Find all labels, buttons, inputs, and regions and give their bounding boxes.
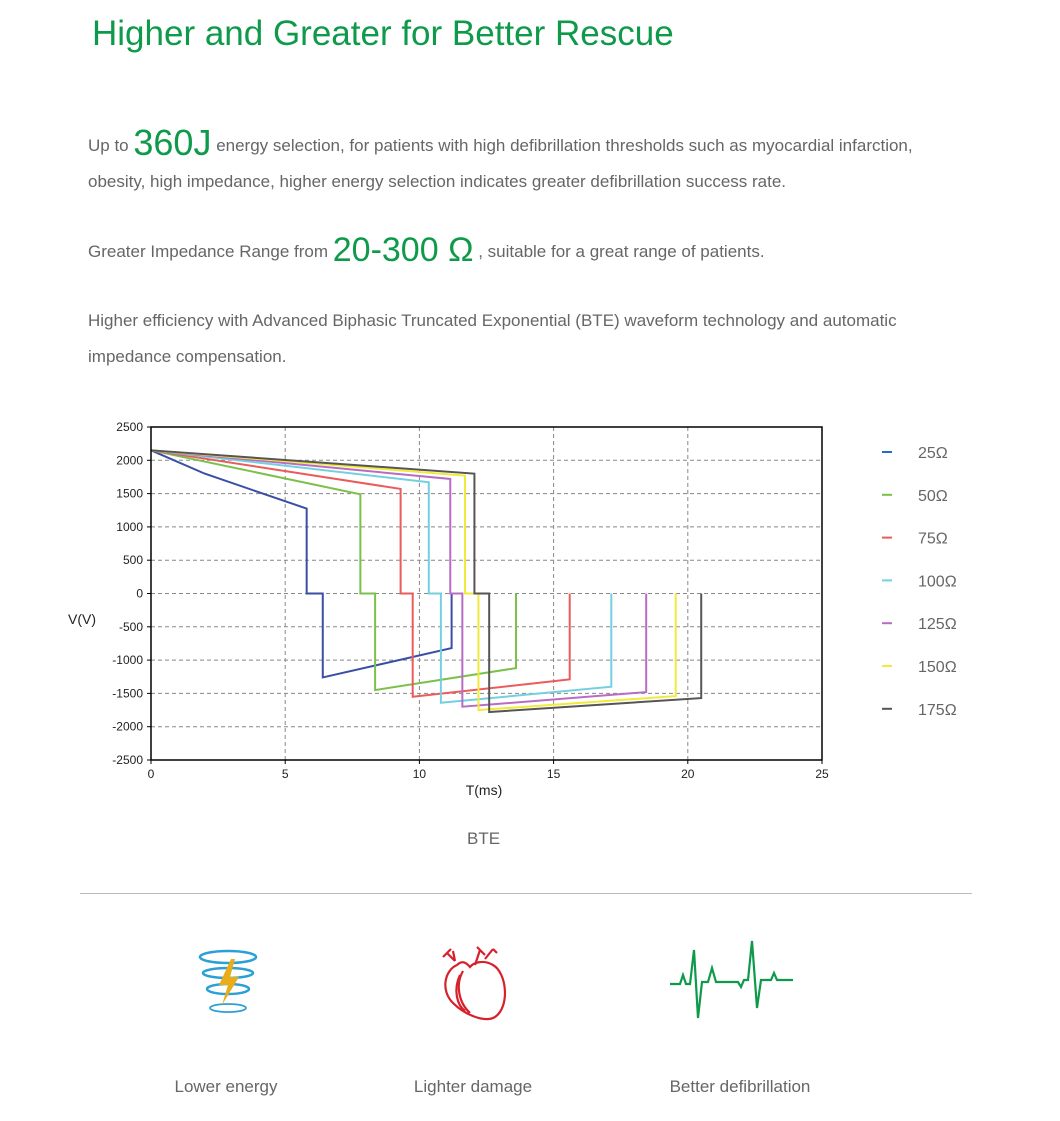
y-tick-label: -2000 — [112, 719, 143, 734]
ecg-icon — [668, 940, 798, 1025]
y-axis-label: V(V) — [68, 611, 96, 627]
bte-waveform-chart — [60, 415, 980, 815]
impedance-paragraph — [88, 232, 948, 270]
x-tick-label: 5 — [281, 767, 289, 781]
legend-label: 100Ω — [918, 573, 957, 591]
y-tick-label: -2500 — [112, 753, 143, 767]
y-tick-label: 2500 — [116, 420, 143, 434]
y-tick-label: 2000 — [116, 453, 143, 468]
x-tick-label: 10 — [412, 767, 427, 781]
legend-label: 50Ω — [918, 487, 948, 505]
y-tick-label: 1000 — [116, 519, 143, 534]
legend-label: 125Ω — [918, 616, 957, 634]
x-axis-label: T(ms) — [465, 782, 503, 798]
feature-better-defibrillation: Better defibrillation — [669, 1077, 811, 1096]
feature-lower-energy: Lower energy — [174, 1077, 278, 1096]
impedance-value: 20-300 Ω — [332, 231, 474, 269]
chart-caption: BTE — [467, 829, 501, 848]
heart-icon — [435, 945, 515, 1025]
legend-label: 150Ω — [918, 659, 957, 676]
x-tick-label: 0 — [147, 767, 155, 781]
legend-label: 175Ω — [918, 701, 957, 719]
impedance-post: , suitable for a great range of patients. — [478, 242, 765, 261]
x-tick-label: 25 — [815, 767, 829, 781]
y-tick-label: -1500 — [112, 686, 143, 701]
impedance-pre: Greater Impedance Range from — [88, 242, 329, 261]
legend-label: 25Ω — [918, 445, 948, 462]
energy-pre: Up to — [88, 136, 129, 155]
feature-lighter-damage: Lighter damage — [413, 1077, 533, 1096]
y-tick-label: 1500 — [116, 486, 143, 501]
page-title: Higher and Greater for Better Rescue — [92, 14, 674, 53]
legend-label: 75Ω — [918, 530, 948, 548]
energy-paragraph — [88, 122, 948, 200]
energy-value: 360J — [133, 122, 212, 163]
y-tick-label: -1000 — [112, 653, 143, 668]
y-tick-label: 500 — [122, 553, 143, 568]
energy-post: energy selection, for patients with high defibrillation thresholds such as myocardial infarction, obesity, high impedance, higher energy selection indicates greater defibrillation success rate. — [88, 136, 913, 191]
divider — [80, 893, 972, 894]
efficiency-paragraph: Higher efficiency with Advanced Biphasic Truncated Exponential (BTE) waveform technology and automatic impedance compensation. — [88, 311, 897, 366]
y-tick-label: -500 — [118, 619, 143, 634]
y-tick-label: 0 — [136, 586, 143, 601]
x-tick-label: 15 — [546, 767, 561, 781]
x-tick-label: 20 — [681, 767, 695, 781]
lightning-rings-icon — [195, 945, 265, 1020]
